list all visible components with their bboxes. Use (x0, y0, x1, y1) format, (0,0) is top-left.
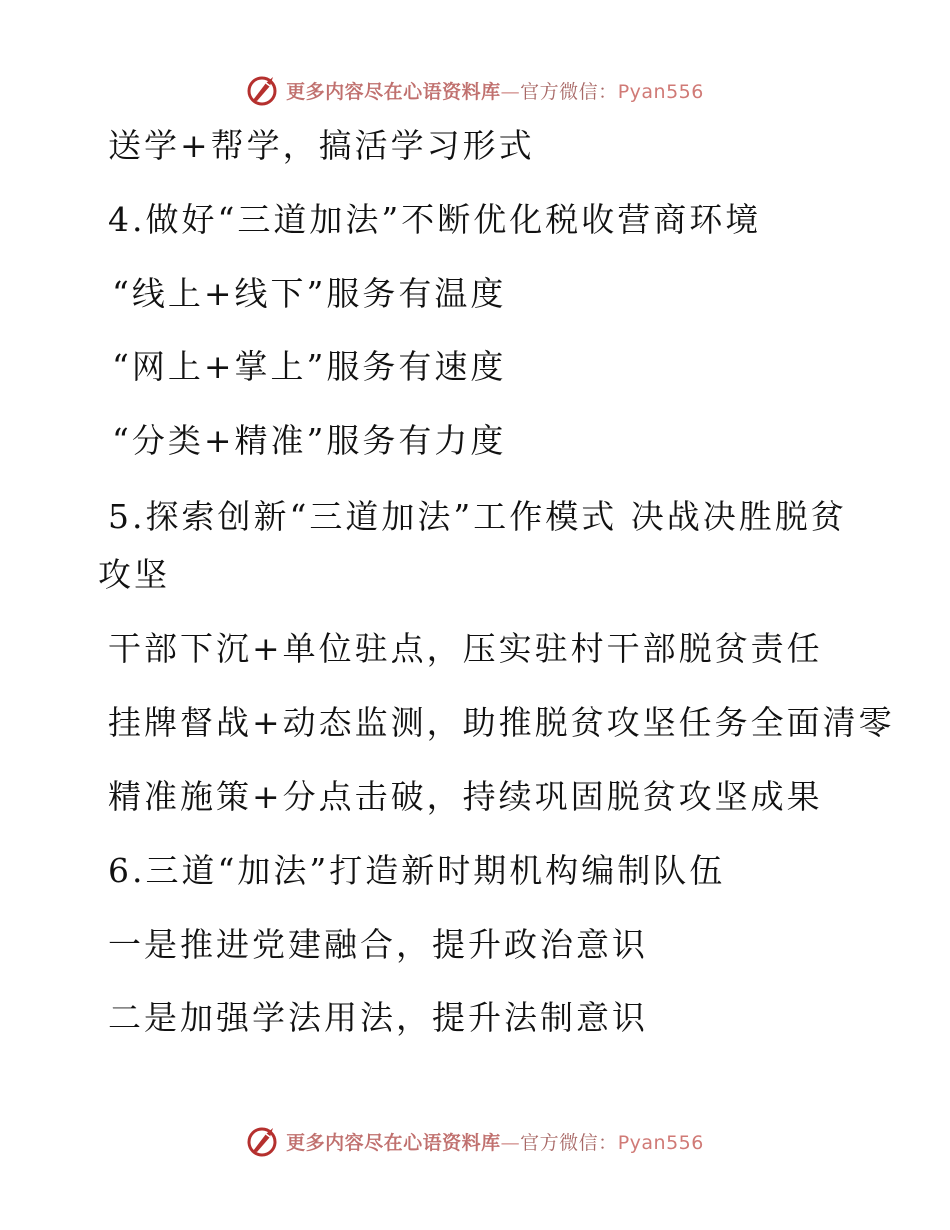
document-line: 6.三道“加法”打造新时期机构编制队伍 (108, 851, 726, 890)
header-watermark-banner (0, 70, 950, 110)
footer-account: Pyan556 (617, 1131, 704, 1154)
footer-banner-text (286, 1128, 704, 1155)
header-banner-text (286, 77, 704, 104)
document-line: 攻坚 (98, 555, 170, 594)
document-line: 送学+帮学，搞活学习形式 (108, 126, 535, 165)
header-separator: — (500, 80, 521, 103)
document-line: “网上+掌上”服务有速度 (112, 347, 507, 386)
footer-watermark-banner (0, 1121, 950, 1161)
header-account: Pyan556 (617, 80, 704, 103)
document-line: “线上+线下”服务有温度 (112, 274, 507, 313)
footer-brand-text: 更多内容尽在心语资料库 (286, 1131, 501, 1154)
pen-nib-logo-icon (246, 1124, 280, 1158)
document-line: 精准施策+分点击破，持续巩固脱贫攻坚成果 (108, 777, 823, 816)
footer-prefix: 官方微信： (520, 1131, 618, 1154)
document-line: 挂牌督战+动态监测，助推脱贫攻坚任务全面清零 (108, 703, 895, 742)
document-line: 干部下沉+单位驻点，压实驻村干部脱贫责任 (108, 629, 823, 668)
document-line: 一是推进党建融合，提升政治意识 (108, 925, 648, 964)
document-line: 二是加强学法用法，提升法制意识 (108, 998, 648, 1037)
footer-separator: — (500, 1131, 521, 1154)
document-line: 5.探索创新“三道加法”工作模式 决战决胜脱贫 (108, 497, 847, 536)
header-prefix: 官方微信： (520, 80, 618, 103)
header-brand-text: 更多内容尽在心语资料库 (286, 80, 501, 103)
pen-nib-logo-icon (246, 73, 280, 107)
document-line: 4.做好“三道加法”不断优化税收营商环境 (108, 200, 762, 239)
document-line: “分类+精准”服务有力度 (112, 421, 507, 460)
